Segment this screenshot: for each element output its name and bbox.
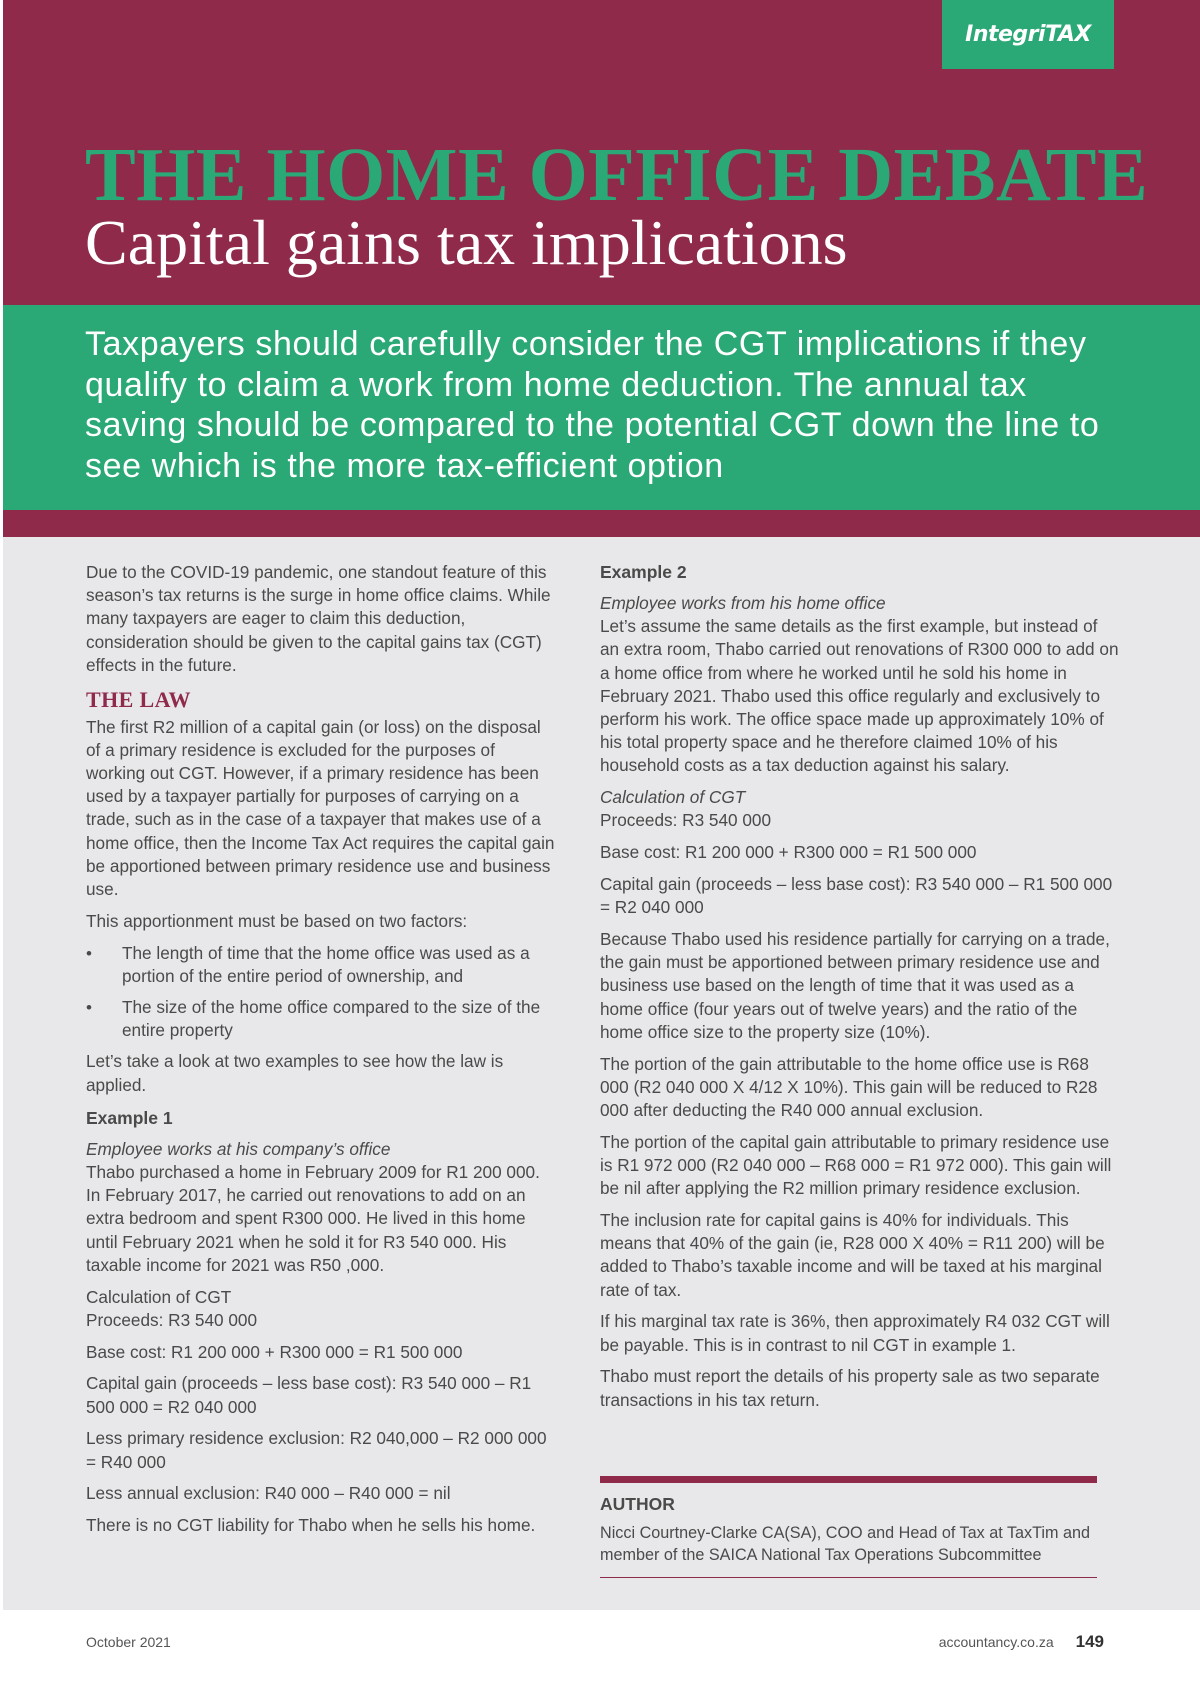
example-1-annual-exclusion: Less annual exclusion: R40 000 – R40 000 = nil <box>86 1483 451 1504</box>
example-1-heading: Example 1 <box>86 1107 173 1128</box>
example-2-paragraph-3: The portion of the gain attributable to the home office use is R68 000 (R2 040 000 X 4/12 X 10%). This gain will be reduced to R28 000 after deducting the R40 000 annual exclusion. <box>600 1053 1098 1121</box>
right-column <box>600 561 1120 1420</box>
list-item <box>86 942 556 988</box>
example-1-subheading: Employee works at his company’s office <box>86 1138 391 1159</box>
integritax-logo: IntegriTAX <box>942 0 1114 69</box>
list-item-text: The size of the home office compared to the size of the entire property <box>122 997 541 1041</box>
author-heading: AUTHOR <box>600 1494 675 1514</box>
example-1-capital-gain: Capital gain (proceeds – less base cost): R3 540 000 – R1 500 000 = R2 040 000 <box>86 1373 532 1417</box>
example-2-base-cost: Base cost: R1 200 000 + R300 000 = R1 500 000 <box>600 842 977 863</box>
example-1-primary-exclusion: Less primary residence exclusion: R2 040,000 – R2 000 000 = R40 000 <box>86 1428 547 1472</box>
article-subtitle: Capital gains tax implications <box>85 207 848 278</box>
example-2-paragraph-6: If his marginal tax rate is 36%, then approximately R4 032 CGT will be payable. This is in contrast to nil CGT in example 1. <box>600 1311 1110 1355</box>
example-2-subheading: Employee works from his home office <box>600 593 886 613</box>
law-paragraph-3: Let’s take a look at two examples to see how the law is applied. <box>86 1051 504 1095</box>
example-1-conclusion: There is no CGT liability for Thabo when he sells his home. <box>86 1515 536 1536</box>
example-1-calc-label: Calculation of CGT <box>86 1286 232 1307</box>
author-divider-top <box>600 1476 1097 1483</box>
bullet-icon: • <box>86 943 92 963</box>
example-1-base-cost: Base cost: R1 200 000 + R300 000 = R1 500 000 <box>86 1341 463 1362</box>
footer-website-link[interactable]: accountancy.co.za <box>938 1634 1054 1650</box>
example-1-proceeds: Proceeds: R3 540 000 <box>86 1309 258 1330</box>
example-2-paragraph-5: The inclusion rate for capital gains is 40% for individuals. This means that 40% of the gain (ie, R28 000 X 40% = R11 200) will be added to Thabo’s taxable income and will be taxed at his marginal rate of tax. <box>600 1210 1105 1300</box>
example-2-paragraph-4: The portion of the capital gain attributable to primary residence use is R1 972 000 (R2 040 000 – R68 000 = R1 972 000). This gain will be nil after applying the R2 million primary residence exclusion. <box>600 1131 1112 1199</box>
page-number: 149 <box>1075 1632 1104 1651</box>
article-title: THE HOME OFFICE DEBATE <box>85 133 1149 217</box>
example-1-paragraph: Thabo purchased a home in February 2009 for R1 200 000. In February 2017, he carried out renovations to add on an extra bedroom and spent R300 000. He lived in this home until February 2021 when he sold it for R3 540 000. His taxable income for 2021 was R50 ,000. <box>86 1162 540 1275</box>
example-2-paragraph-7: Thabo must report the details of his property sale as two separate transactions in his tax return. <box>600 1366 1100 1410</box>
example-2-paragraph-2: Because Thabo used his residence partially for carrying on a trade, the gain must be apportioned between primary residence use and business use based on the length of time that it was used as a home office (four years out of twelve years) and the ratio of the home office size to the property size (10%). <box>600 929 1110 1042</box>
article-lead: Taxpayers should carefully consider the CGT implications if they qualify to claim a work from home deduction. The annual tax saving should be compared to the potential CGT down the line to see which is the more tax-efficient option <box>85 325 1100 485</box>
footer-date: October 2021 <box>86 1634 171 1650</box>
author-divider-bottom <box>600 1577 1097 1578</box>
law-paragraph-2: This apportionment must be based on two factors: <box>86 910 468 931</box>
law-heading: THE LAW <box>86 686 191 712</box>
list-item <box>86 996 556 1042</box>
example-2-paragraph-1: Let’s assume the same details as the first example, but instead of an extra room, Thabo carried out renovations of R300 000 to add on a home office from where he worked until he sold his home in February 2021. Thabo used this office regularly and exclusively to perform his work. The office space made up approximately 10% of his total property space and he therefore claimed 10% of his household costs as a tax deduction against his salary. <box>600 616 1119 776</box>
example-2-heading: Example 2 <box>600 562 687 582</box>
intro-paragraph: Due to the COVID-19 pandemic, one standout feature of this season’s tax returns is the surge in home office claims. While many taxpayers are eager to claim this deduction, consideration should be given to the capital gains tax (CGT) effects in the future. <box>86 562 551 675</box>
bullet-icon: • <box>86 998 92 1018</box>
left-column <box>86 561 556 1546</box>
author-bio: Nicci Courtney-Clarke CA(SA), COO and Head of Tax at TaxTim and member of the SAICA National Tax Operations Subcommittee <box>600 1524 1091 1564</box>
law-paragraph-1: The first R2 million of a capital gain (or loss) on the disposal of a primary residence is excluded for the purposes of working out CGT. However, if a primary residence has been used by a taxpayer partially for purposes of carrying on a trade, such as in the case of a taxpayer that makes use of a home office, then the Income Tax Act requires the capital gain be apportioned between primary residence use and business use. <box>86 716 555 900</box>
factors-list <box>86 942 556 1043</box>
list-item-text: The length of time that the home office was used as a portion of the entire period of ownership, and <box>122 942 530 986</box>
example-2-calc-label: Calculation of CGT <box>600 787 746 808</box>
footer-right <box>939 1632 1104 1652</box>
example-2-capital-gain: Capital gain (proceeds – less base cost): R3 540 000 – R1 500 000 = R2 040 000 <box>600 874 1113 918</box>
example-2-proceeds: Proceeds: R3 540 000 <box>600 810 772 831</box>
